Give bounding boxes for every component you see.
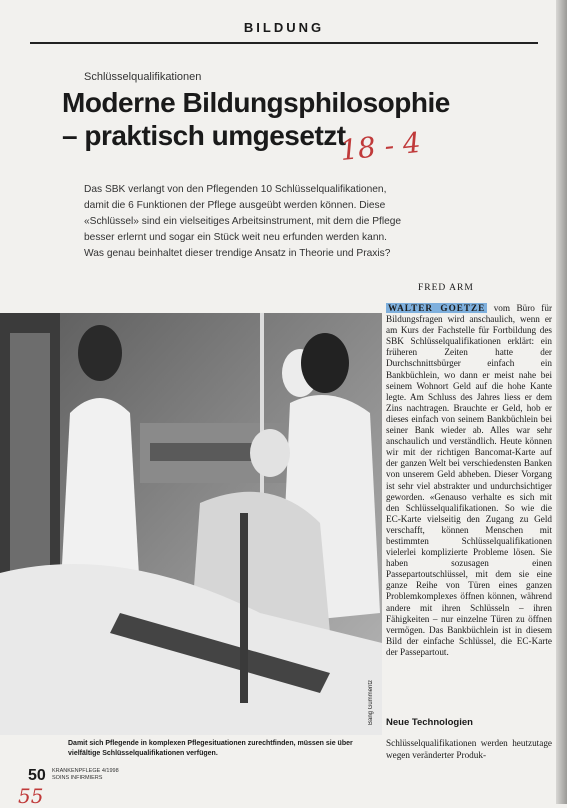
article-body-column — [386, 303, 552, 658]
footer-line-1: KRANKENPFLEGE 4/1998 — [52, 768, 119, 774]
page-edge-shadow — [556, 0, 567, 804]
article-intro: Das SBK verlangt von den Pflegenden 10 Schlüsselqualifikationen, damit die 6 Funktionen der Pflege ausgeübt werden können. Diese «Schlüssel» sind ein vielseitiges Arbeitsinstrument, mit dem die Pflege besser erlernt und sogar ein Stück weit neu erfunden werden kann. Was genau beinhaltet dieser trendige Ansatz in Theorie und Praxis? — [84, 184, 402, 259]
article-body: vom Büro für Bildungsfragen wird anschaulich, wenn er am Kurs der Fachstelle für Fortbildung des SBK Schlüsselqualifikationen erklärt: ein früheren Zeiten hatte der Durchschnittsbürger einfach ein Bankbüchlein, wo dann er meist nahe bei seinem Wohnort Geld auf die hohe Kante legte. Am Schluss des Jahres liess er dem Zins nachtragen. Brauchte er Geld, hob er dieses einfach von seinem Bankbüchlein bei seiner Bank wieder ab. Alles war sehr anschaulich und verständlich. Heute können wir mit der richtigen Bancomat-Karte auf der ganzen Welt bei verschiedensten Banken von unserem Geld abheben. Dieser Vorgang ist sehr viel abstrakter und undurchsichtiger geworden. «Genauso verhalte es sich mit den Schlüsselqualifikationen. So wie die EC-Karte vielseitig den Zugang zu Geld verschafft, können Menschen mit bestimmten Schlüsselqualifikationen vielerlei komplizierte Probleme lösen. Sie haben sozusagen einen Passepartoutschlüssel, mit dem sie eine ganze Reihe von Türen eines ganzen Problemkomplexes öffnen können, während andere mit ihren Schlüsseln – ihren Fähigkeiten – nur einzelne Türen zu öffnen vermögen. Das Bankbüchlein ist in diesem Bild der einfache Schlüssel, die EC-Karte der Passepartout. — [386, 303, 552, 657]
headline-line-2: – praktisch umgesetzt — [62, 120, 346, 151]
section-label: BILDUNG — [243, 20, 325, 35]
page-number: 50 — [28, 767, 46, 784]
headline-line-1: Moderne Bildungsphilosophie — [62, 87, 450, 118]
section-header — [30, 14, 538, 44]
handwritten-page-mark: 55 — [18, 784, 44, 808]
handwritten-annotation: 18 - 4 — [338, 125, 423, 168]
article-photo — [0, 313, 382, 735]
article-body-continued: Schlüsselqualifikationen werden heutzutage wegen veränderter Produk- — [386, 738, 552, 760]
photo-caption: Damit sich Pflegende in komplexen Pflegesituationen zurechtfinden, müssen sie über vielfältige Schlüsselqualifikationen verfügen. — [68, 740, 353, 757]
footer-publication — [52, 768, 119, 782]
article-subhead: Neue Technologien — [386, 717, 473, 728]
footer-line-2: SOINS INFIRMIERS — [52, 775, 103, 781]
article-byline: FRED ARM — [418, 283, 474, 293]
lead-name-highlight: WALTER GOETZE — [388, 303, 486, 313]
photo-credit: Bang Gümmeritz — [368, 680, 374, 726]
article-kicker: Schlüsselqualifikationen — [84, 71, 202, 83]
